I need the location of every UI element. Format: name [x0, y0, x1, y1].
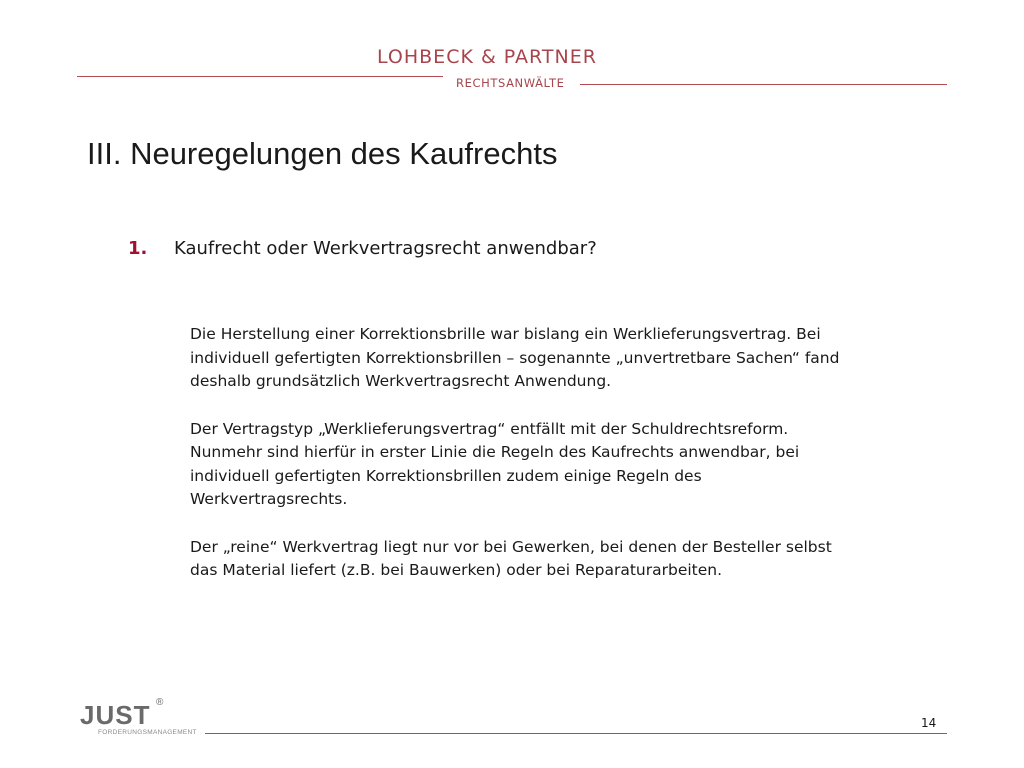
item-heading: Kaufrecht oder Werkvertragsrecht anwendbar? — [174, 238, 597, 259]
paragraph-line: individuell gefertigten Korrektionsbrillen zudem einige Regeln des — [190, 466, 702, 485]
paragraph-line: Nunmehr sind hierfür in erster Linie die Regeln des Kaufrechts anwendbar, bei — [190, 443, 800, 461]
footer-divider — [205, 733, 947, 734]
paragraph-line: Die Herstellung einer Korrektionsbrille war bislang ein Werklieferungsvertrag. Bei — [190, 325, 821, 343]
header-divider-left — [77, 76, 443, 77]
firm-subtitle: RECHTSANWÄLTE — [456, 76, 565, 90]
page-number: 14 — [921, 716, 937, 730]
paragraph-line: das Material liefert (z.B. bei Bauwerken) oder bei Reparaturarbeiten. — [190, 561, 723, 579]
paragraph-line: Der „reine“ Werkvertrag liegt nur vor bei Gewerken, bei denen der Besteller selbst — [190, 537, 832, 556]
registered-mark: ® — [156, 697, 164, 708]
paragraph-line: Werkvertragsrechts. — [190, 490, 348, 508]
paragraph-line: Der Vertragstyp „Werklieferungsvertrag“ entfällt mit der Schuldrechtsreform. — [190, 419, 789, 438]
body-text — [190, 323, 930, 607]
header-divider-right — [580, 84, 947, 85]
paragraph — [190, 323, 930, 394]
item-number: 1. — [128, 238, 148, 259]
paragraph-line: deshalb grundsätzlich Werkvertragsrecht Anwendung. — [190, 372, 612, 390]
firm-name: LOHBECK & PARTNER — [377, 46, 597, 68]
paragraph-line: individuell gefertigten Korrektionsbrillen – sogenannte „unvertretbare Sachen“ fand — [190, 348, 840, 367]
just-logo — [80, 697, 202, 740]
numbered-item — [128, 238, 597, 259]
paragraph — [190, 536, 930, 583]
slide-title: III. Neuregelungen des Kaufrechts — [87, 136, 558, 171]
paragraph — [190, 418, 930, 512]
logo-subtitle: FORDERUNGSMANAGEMENT — [98, 729, 197, 736]
logo-wordmark: JUST — [80, 700, 151, 730]
